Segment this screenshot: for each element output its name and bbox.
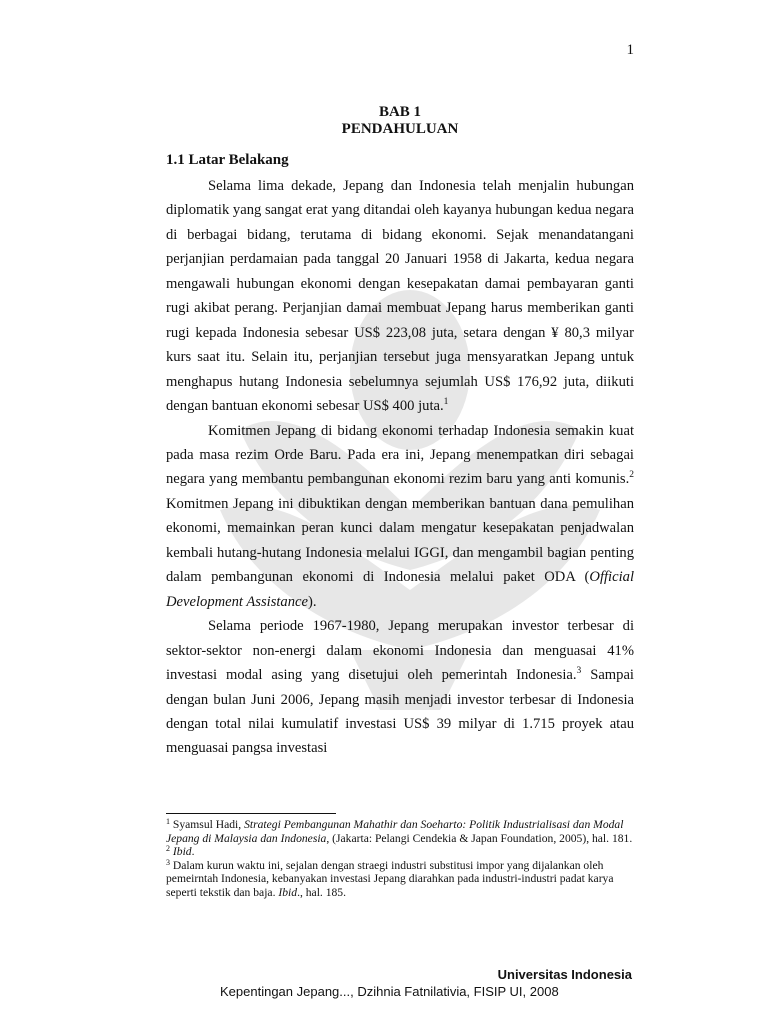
italic-term: Official Development Assistance — [166, 569, 634, 610]
footer-citation: Kepentingan Jepang..., Dzihnia Fatnilativia, FISIP UI, 2008 — [220, 984, 559, 999]
footnote-divider — [166, 813, 336, 814]
paragraph-text: Selama periode 1967-1980, Jepang merupakan investor terbesar di sektor-sektor non-energi dalam ekonomi Indonesia dan menguasai 41% investasi modal asing yang disetujui oleh pemerintah Indonesia. — [166, 618, 634, 684]
paragraph-2 — [166, 419, 634, 615]
footnote-ref-1: 1 — [443, 397, 449, 408]
footnote-book-title: Strategi Pembangunan Mahathir dan Soeharto: Politik Industrialisasi dan Modal Jepang di Malaysia dan Indonesia — [166, 818, 624, 845]
footnote-3 — [166, 859, 636, 900]
footnote-text: , (Jakarta: Pelangi Cendekia & Japan Foundation, 2005), hal. 181. — [326, 831, 633, 845]
footnote-1 — [166, 818, 636, 845]
footnote-number: 3 — [166, 857, 170, 867]
footnote-2 — [166, 845, 636, 859]
footnote-text: . — [191, 845, 195, 859]
paragraph-text: Komitmen Jepang di bidang ekonomi terhadap Indonesia semakin kuat pada masa rezim Orde Baru. Pada era ini, Jepang menempatkan diri sebagai negara yang membantu pembangunan ekonomi rezim baru yang anti komunis. — [166, 422, 634, 488]
footnote-text: ., hal. 185. — [297, 885, 347, 899]
body-text — [166, 174, 634, 761]
section-heading: 1.1 Latar Belakang — [166, 152, 289, 168]
university-name: Universitas Indonesia — [497, 967, 632, 982]
paragraph-text: ). — [307, 593, 317, 610]
chapter-number: BAB 1 — [378, 104, 422, 120]
footnote-text: Syamsul Hadi, — [170, 818, 245, 831]
paragraph-3 — [166, 614, 634, 761]
page-number: 1 — [626, 42, 634, 58]
footnote-ref-3: 3 — [576, 666, 582, 677]
footnote-ref-2: 2 — [629, 470, 634, 481]
paragraph-text: Selama lima dekade, Jepang dan Indonesia telah menjalin hubungan diplomatik yang sangat erat yang ditandai oleh kayanya hubungan kedua negara di berbagai bidang, terutama di bidang ekonomi. Sejak menandatangani perjanjian perdamaian pada tanggal 20 Januari 1958 di Jakarta, kedua negara mengawali hubungan ekonomi dengan kesepakatan damai pembayaran ganti rugi akibat perang. Perjanjian damai membuat Jepang harus memberikan ganti rugi kepada Indonesia sebesar US$ 223,08 juta, setara dengan ¥ 80,3 milyar kurs saat itu. Selain itu, perjanjian tersebut juga mensyaratkan Jepang untuk menghapus hutang Indonesia sebelumnya sejumlah US$ 176,92 juta, diikuti dengan bantuan ekonomi sebesar US$ 400 juta. — [166, 178, 634, 415]
paragraph-1 — [166, 174, 634, 419]
footnote-text: Dalam kurun waktu ini, sejalan dengan straegi industri substitusi impor yang dijalankan oleh pemeirntah Indonesia, kebanyakan investasi Jepang diarahkan pada industri-industri padat karya seperti tekstik dan baja. — [166, 858, 614, 899]
footnote-ibid: Ibid — [172, 845, 192, 859]
footnote-number: 2 — [166, 844, 170, 854]
footnote-ibid: Ibid — [278, 885, 298, 899]
footnotes — [166, 818, 636, 900]
paragraph-text: Sampai dengan bulan Juni 2006, Jepang masih menjadi investor terbesar di Indonesia dengan total nilai kumulatif investasi US$ 39 milyar di 1.715 proyek atau menguasai pangsa investasi — [166, 667, 634, 757]
paragraph-text: Komitmen Jepang ini dibuktikan dengan memberikan bantuan dana pemulihan ekonomi, memainkan peran kunci dalam mengatur kesepakatan penjadwalan kembali hutang-hutang Indonesia melalui IGGI, dan mengambil bagian penting dalam pembangunan ekonomi di Indonesia melalui paket ODA ( — [166, 495, 634, 586]
footnote-number: 1 — [166, 817, 170, 826]
chapter-title: PENDAHULUAN — [341, 121, 459, 137]
